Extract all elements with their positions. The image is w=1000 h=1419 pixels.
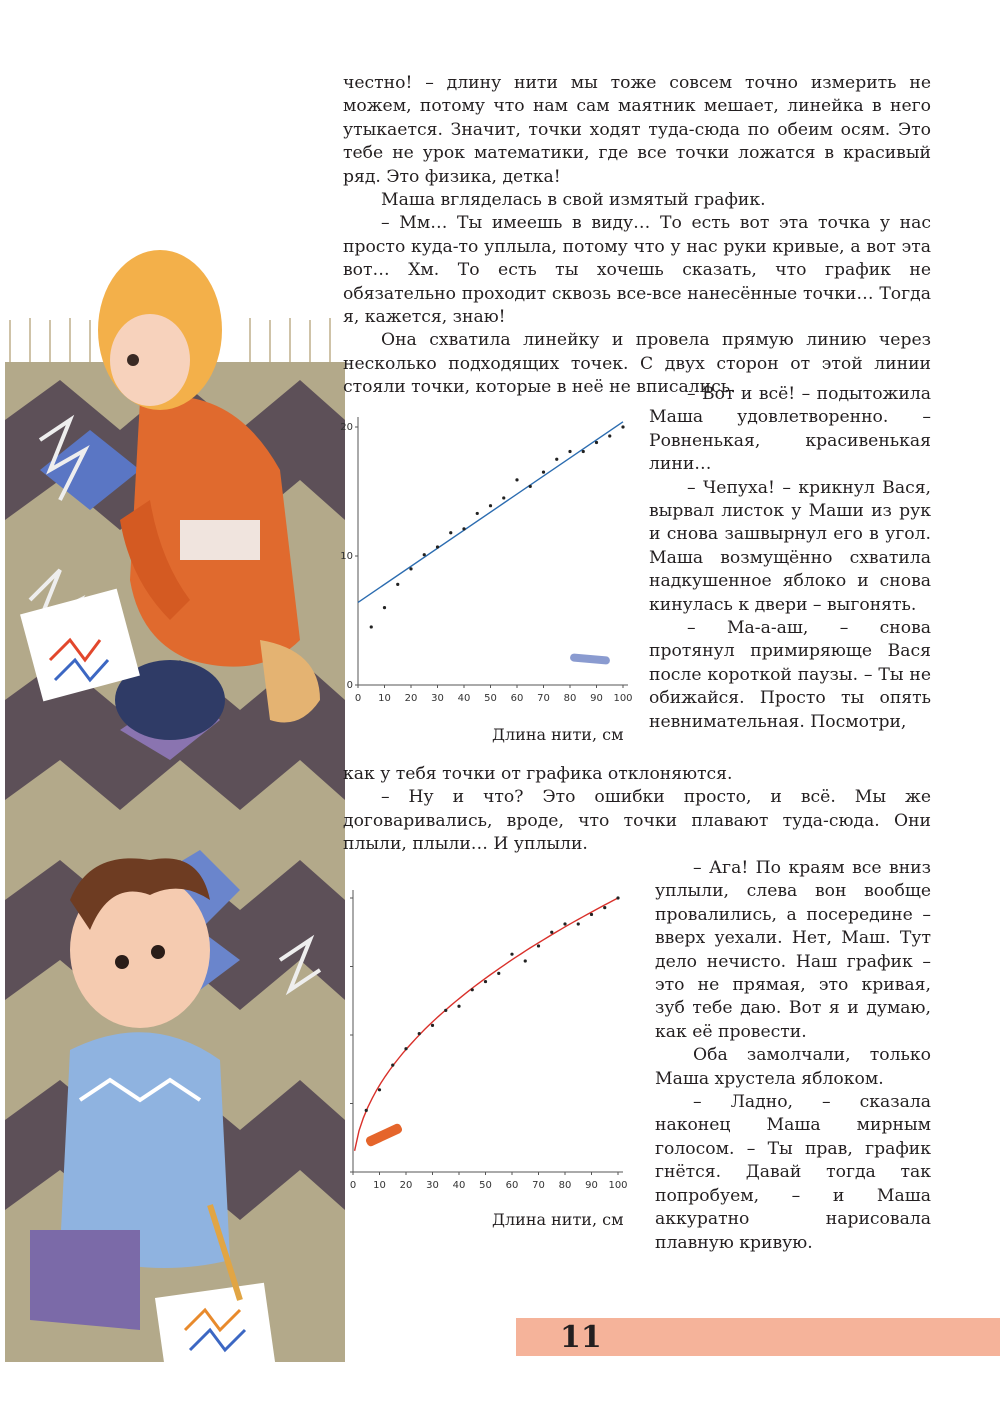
data-point	[582, 450, 585, 453]
pencil-icon	[365, 1122, 404, 1147]
x-tick-label: 40	[452, 1180, 466, 1191]
data-point	[542, 471, 545, 474]
data-point	[524, 959, 527, 962]
x-tick-label: 60	[505, 1180, 519, 1191]
data-point	[457, 1005, 460, 1008]
paragraph: Оба замолчали, только Маша хрустела яблоком.	[655, 1045, 931, 1089]
chart-curve-fit	[330, 890, 635, 1200]
x-tick-label: 100	[608, 1180, 628, 1191]
paragraph: – Чепуха! – крикнул Вася, вырвал листок у Маши из рук и снова зашвырнул его в угол. Маша возмущённо схватила надкушенное яблоко и снова кинулась к двери – выгонять.	[649, 477, 931, 615]
chart-1-caption: Длина нити, см	[492, 725, 624, 744]
data-point	[431, 1024, 434, 1027]
data-point	[423, 553, 426, 556]
text-block-mid	[343, 763, 931, 857]
text-block-top	[343, 72, 931, 400]
paragraph: – Ладно, – сказала наконец Маша мирным голосом. – Ты прав, график гнётся. Давай тогда так попробуем, – и Маша аккуратно нарисовала плавную кривую.	[655, 1092, 931, 1253]
paragraph: Она схватила линейку и провела прямую линию через несколько подходящих точек. С двух сторон от этой линии стояли точки, которые в неё не вписались.	[343, 330, 931, 398]
data-point	[502, 496, 505, 499]
chart-linear-fit	[330, 415, 635, 715]
data-point	[529, 485, 532, 488]
x-tick-label: 80	[563, 693, 577, 704]
chart-2-caption: Длина нити, см	[492, 1210, 624, 1229]
x-tick-label: 70	[532, 1180, 545, 1191]
data-point	[497, 972, 500, 975]
data-point	[510, 953, 513, 956]
paragraph: – Ну и что? Это ошибки просто, и всё. Мы же договаривались, вроде, что точки плавают туда-сюда. Они плыли, плыли… И уплыли.	[343, 787, 931, 855]
data-point	[537, 944, 540, 947]
data-point	[409, 567, 412, 570]
paragraph: – Ага! По краям все вниз уплыли, слева вон вообще провалились, а посередине – вверх уехали. Нет, Маш. Тут дело нечисто. Наш график – это не прямая, это кривая, зуб тебе даю. Вот я и думаю, как её провести.	[655, 858, 931, 1042]
data-point	[616, 896, 619, 899]
page-number: 11	[560, 1320, 602, 1355]
illustration-children-on-rug	[0, 0, 350, 1419]
x-tick-label: 10	[373, 1180, 386, 1191]
x-tick-label: 90	[590, 693, 603, 704]
data-point	[595, 441, 598, 444]
x-tick-label: 90	[585, 1180, 598, 1191]
fit-curve	[355, 898, 618, 1151]
pencil-icon	[570, 653, 611, 664]
data-point	[603, 906, 606, 909]
data-point	[476, 512, 479, 515]
x-tick-label: 0	[354, 693, 362, 704]
x-tick-label: 30	[426, 1180, 439, 1191]
data-point	[391, 1064, 394, 1067]
data-point	[449, 531, 452, 534]
data-point	[370, 625, 373, 628]
paragraph: – Вот и всё! – подытожила Маша удовлетворенно. – Ровненькая, красивенькая лини…	[649, 384, 931, 475]
data-point	[383, 606, 386, 609]
x-tick-label: 70	[537, 693, 550, 704]
x-tick-label: 50	[479, 1180, 492, 1191]
x-tick-label: 50	[484, 693, 497, 704]
paragraph: Маша вгляделась в свой измятый график.	[381, 190, 766, 211]
data-point	[444, 1009, 447, 1012]
data-point	[396, 583, 399, 586]
y-tick-label: 20	[340, 422, 353, 433]
paragraph: как у тебя точки от графика отклоняются.	[343, 764, 733, 784]
y-tick-label: 10	[340, 551, 353, 562]
paragraph: честно! – длину нити мы тоже совсем точно измерить не можем, потому что нам сам маятник мешает, линейка в него утыкается. Значит, точки ходят туда-сюда по обеим осям. Это тебе не урок математики, где все точки ложатся в красивый ряд. Это физика, детка!	[343, 73, 931, 187]
data-point	[471, 988, 474, 991]
x-tick-label: 30	[431, 693, 444, 704]
text-column-2	[655, 857, 931, 1255]
paragraph: – Ма-а-аш, – снова протянул примиряюще Вася после короткой паузы. – Ты не обижайся. Просто ты опять невнимательная. Посмотри,	[649, 618, 931, 732]
x-tick-label: 20	[399, 1180, 413, 1191]
data-point	[590, 913, 593, 916]
data-point	[515, 478, 518, 481]
data-point	[484, 980, 487, 983]
data-point	[550, 931, 553, 934]
data-point	[555, 458, 558, 461]
y-tick-label: 0	[346, 680, 353, 691]
data-point	[608, 434, 611, 437]
data-point	[378, 1088, 381, 1091]
data-point	[436, 545, 439, 548]
x-tick-label: 80	[558, 1180, 572, 1191]
x-tick-label: 60	[510, 693, 524, 704]
x-tick-label: 10	[378, 693, 391, 704]
paragraph: – Мм… Ты имеешь в виду… То есть вот эта точка у нас просто куда-то уплыла, потому что у нас руки кривые, а вот эта вот… Хм. То есть ты хочешь сказать, что график не обязательно проходит сквозь все-все нанесённые точки… Тогда я, кажется, знаю!	[343, 213, 931, 328]
data-point	[577, 922, 580, 925]
x-tick-label: 0	[349, 1180, 357, 1191]
data-point	[563, 922, 566, 925]
x-tick-label: 40	[457, 693, 471, 704]
fit-line	[358, 422, 623, 603]
x-tick-label: 20	[404, 693, 418, 704]
data-point	[621, 425, 624, 428]
data-point	[418, 1032, 421, 1035]
data-point	[404, 1047, 407, 1050]
data-point	[365, 1109, 368, 1112]
data-point	[489, 504, 492, 507]
data-point	[568, 450, 571, 453]
x-tick-label: 100	[613, 693, 633, 704]
text-column-1	[649, 383, 931, 734]
data-point	[462, 527, 465, 530]
